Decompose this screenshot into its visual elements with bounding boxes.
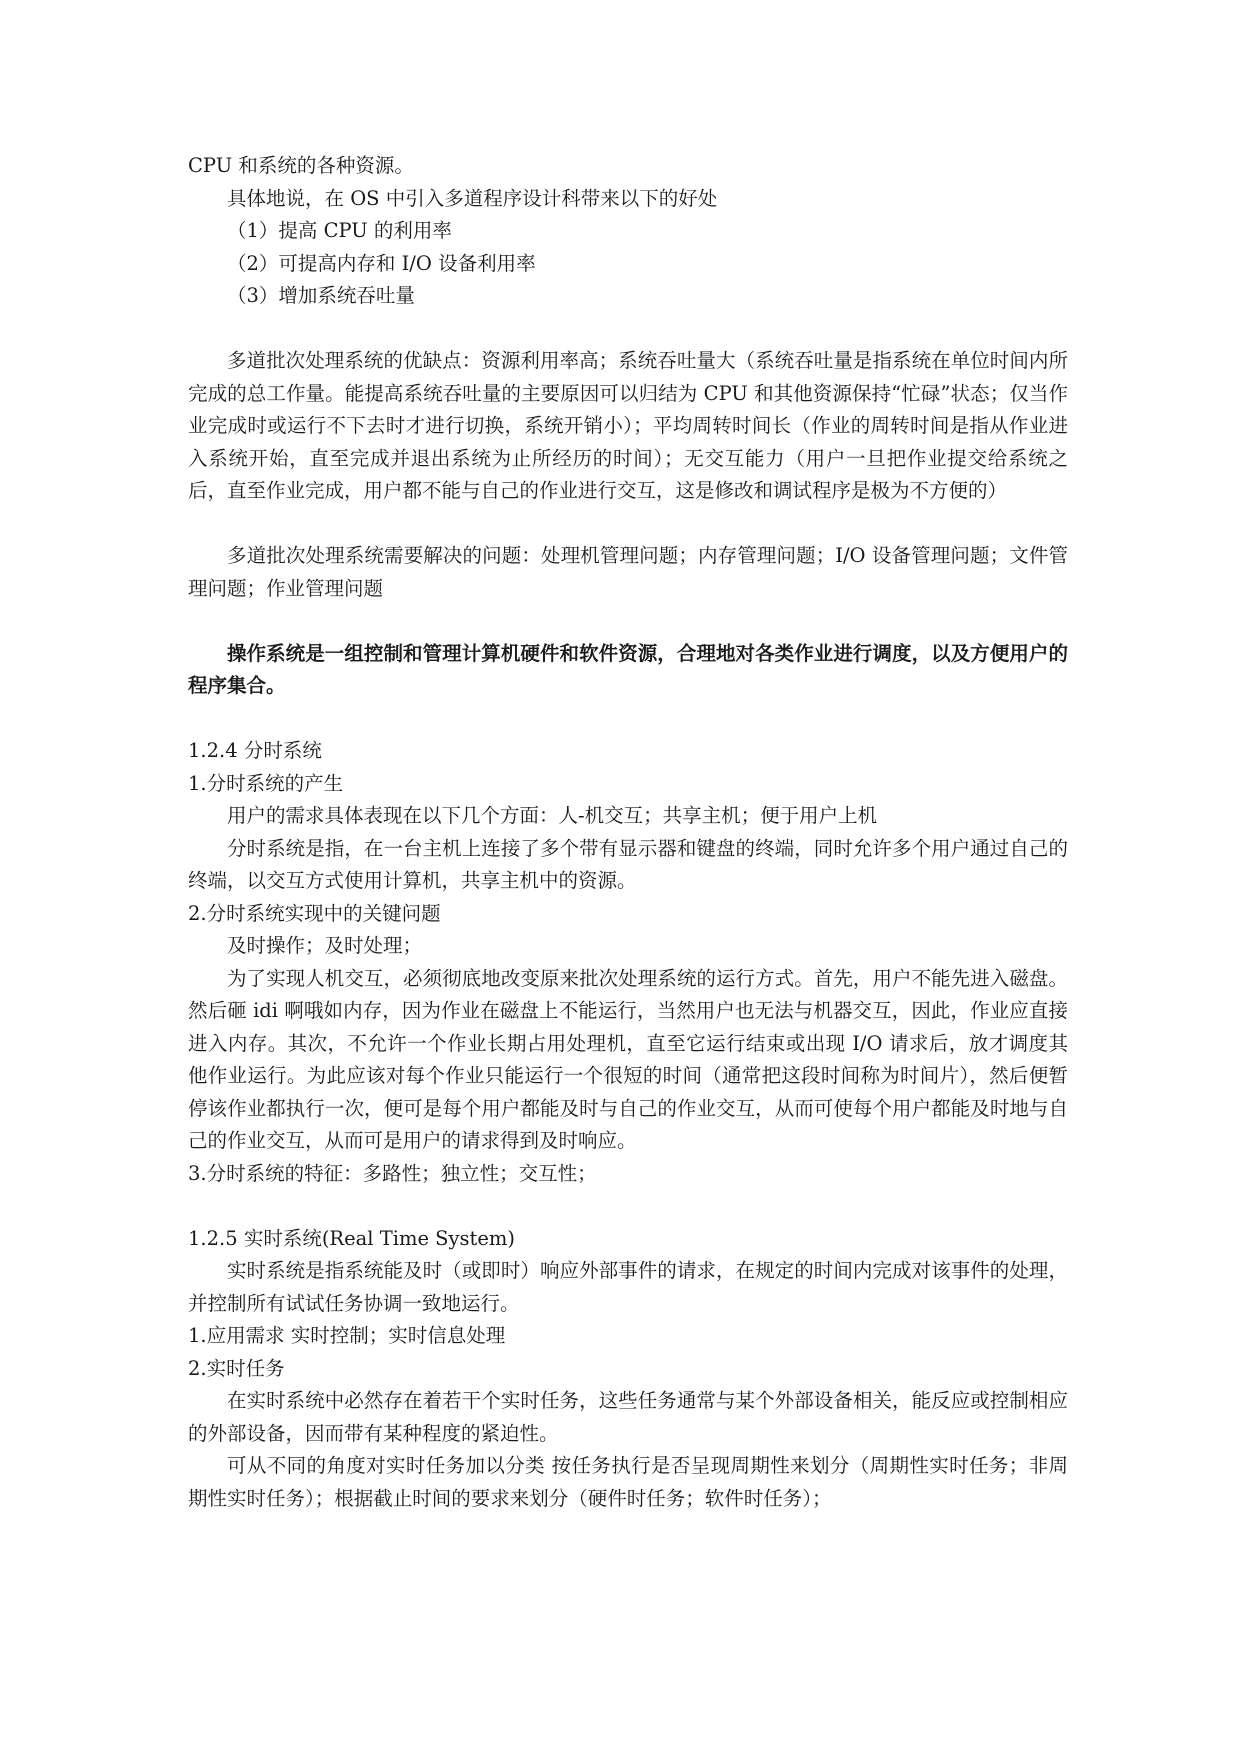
subsection-heading: 2.实时任务 (188, 1356, 285, 1380)
blank-line (188, 605, 1068, 638)
paragraph: 多道批次处理系统需要解决的问题：处理机管理问题；内存管理问题；I/O 设备管理问题；文件管理问题；作业管理问题 (188, 544, 1068, 600)
section-heading: 1.2.4 分时系统 (188, 739, 322, 762)
document-page (188, 150, 1068, 1515)
subsection-heading: 2.分时系统实现中的关键问题 (188, 901, 441, 925)
paragraph: 用户的需求具体表现在以下几个方面：人-机交互；共享主机；便于用户上机 (227, 804, 878, 827)
paragraph: 为了实现人机交互，必须彻底地改变原来批次处理系统的运行方式。首先，用户不能先进入磁盘。然后砸 idi 啊哦如内存，因为作业在磁盘上不能运行，当然用户也无法与机器交互，因此，作业应直接进入内存。其次，不允许一个作业长期占用处理机，直至它运行结束或出现 I/O 请求后，放才调度其他作业运行。为此应该对每个作业只能运行一个很短的时间（通常把这段时间称为时间片），然后便暂停该作业都执行一次，便可是每个用户都能及时与自己的作业交互，从而可使每个用户都能及时地与自己的作业交互，从而可是用户的请求得到及时响应。 (188, 966, 1068, 1152)
subsection-heading: 3.分时系统的特征：多路性；独立性；交互性； (188, 1161, 597, 1185)
paragraph: CPU 和系统的各种资源。 (188, 154, 414, 177)
list-item: （1）提高 CPU 的利用率 (227, 219, 452, 242)
list-item: （2）可提高内存和 I/O 设备利用率 (227, 251, 536, 275)
paragraph: 可从不同的角度对实时任务加以分类 按任务执行是否呈现周期性来划分（周期性实时任务；非周期性实时任务）；根据截止时间的要求来划分（硬件时任务；软件时任务）； (188, 1454, 1068, 1510)
blank-line (188, 508, 1068, 541)
blank-line (188, 703, 1068, 736)
subsection-heading: 1.应用需求 实时控制；实时信息处理 (188, 1324, 506, 1347)
paragraph: 在实时系统中必然存在着若干个实时任务，这些任务通常与某个外部设备相关，能反应或控制相应的外部设备，因而带有某种程度的紧迫性。 (188, 1389, 1068, 1445)
paragraph: 具体地说，在 OS 中引入多道程序设计科带来以下的好处 (227, 186, 718, 210)
section-heading: 1.2.5 实时系统(Real Time System) (188, 1226, 516, 1250)
paragraph: 实时系统是指系统能及时（或即时）响应外部事件的请求，在规定的时间内完成对该事件的处理，并控制所有试试任务协调一致地运行。 (188, 1259, 1068, 1315)
blank-line (188, 1190, 1068, 1223)
list-item: （3）增加系统吞吐量 (227, 284, 415, 307)
subsection-heading: 1.分时系统的产生 (188, 771, 344, 795)
paragraph: 及时操作；及时处理； (227, 934, 423, 957)
definition-paragraph: 操作系统是一组控制和管理计算机硬件和软件资源，合理地对各类作业进行调度，以及方便用户的程序集合。 (188, 641, 1068, 697)
blank-line (188, 313, 1068, 346)
paragraph: 分时系统是指，在一台主机上连接了多个带有显示器和键盘的终端，同时允许多个用户通过自己的终端，以交互方式使用计算机，共享主机中的资源。 (188, 836, 1068, 892)
paragraph: 多道批次处理系统的优缺点：资源利用率高；系统吞吐量大（系统吞吐量是指系统在单位时间内所完成的总工作量。能提高系统吞吐量的主要原因可以归结为 CPU 和其他资源保持“忙碌”状态；仅当作业完成时或运行不下去时才进行切换，系统开销小）；平均周转时间长（作业的周转时间是指从作业进入系统开始，直至完成并退出系统为止所经历的时间）；无交互能力（用户一旦把作业提交给系统之后，直至作业完成，用户都不能与自己的作业进行交互，这是修改和调试程序是极为不方便的） (188, 349, 1068, 502)
